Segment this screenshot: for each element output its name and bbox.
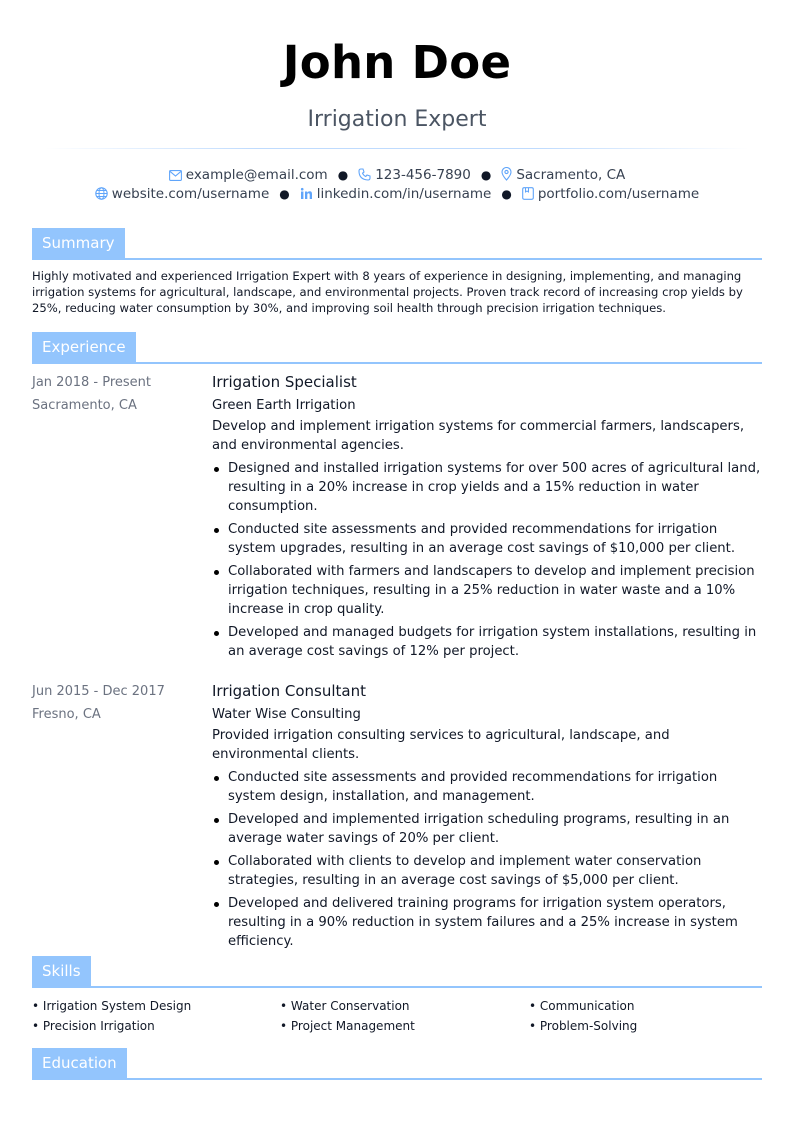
section-header-education: [32, 1048, 762, 1080]
skill-item: • Irrigation System Design: [32, 996, 191, 1016]
separator-dot: ●: [501, 187, 512, 201]
job-title: Irrigation Consultant: [212, 682, 366, 700]
achievement-item: Conducted site assessments and provided recommendations for irrigation system design, installation, and management.: [212, 768, 764, 806]
contact-email[interactable]: [169, 166, 328, 184]
experience-location: Sacramento, CA: [32, 398, 137, 413]
summary-text: Highly motivated and experienced Irrigation Expert with 8 years of experience in designing, implementing, and managing irrigation systems for agricultural, landscape, and environmental projects. Proven track record of increasing crop yields by 25%, reducing water consumption by 30%, and improving soil health through precision irrigation techniques.: [32, 269, 743, 315]
experience-body: [212, 371, 764, 665]
achievement-list: [212, 768, 764, 951]
job-title: Irrigation Specialist: [212, 373, 357, 391]
section-title: Experience: [32, 332, 136, 362]
phone-icon: [358, 168, 371, 181]
job-description: Develop and implement irrigation systems for commercial farmers, landscapers, and environmental agencies.: [212, 419, 745, 453]
location-pin-icon: [501, 167, 512, 181]
experience-meta: [32, 371, 202, 417]
separator-dot: ●: [480, 168, 492, 182]
section-title: Skills: [32, 956, 91, 986]
separator-dot: ●: [279, 187, 290, 201]
contact-phone[interactable]: [358, 166, 471, 184]
skill-item: • Project Management: [280, 1016, 415, 1036]
achievement-item: Developed and implemented irrigation scheduling programs, resulting in an average water savings of 20% per client.: [212, 810, 764, 848]
skill-item: • Problem-Solving: [529, 1016, 637, 1036]
section-header-skills: [32, 956, 762, 988]
achievement-item: Developed and managed budgets for irrigation system installations, resulting in an average cost savings of 12% per project.: [212, 623, 764, 661]
achievement-item: Designed and installed irrigation systems for over 500 acres of agricultural land, resulting in a 20% increase in crop yields and a 15% reduction in water consumption.: [212, 459, 764, 516]
contact-phone-text: 123-456-7890: [375, 167, 471, 183]
contact-website-text: website.com/username: [111, 186, 270, 202]
linkedin-icon: [300, 187, 313, 200]
contact-website[interactable]: [95, 185, 269, 203]
job-description: Provided irrigation consulting services to agricultural, landscape, and environmental clients.: [212, 728, 670, 762]
company-name: Green Earth Irrigation: [212, 398, 356, 413]
achievement-item: Conducted site assessments and provided recommendations for irrigation system upgrades, resulting in an average cost savings of $10,000 per client.: [212, 520, 764, 558]
contact-portfolio[interactable]: [522, 185, 699, 203]
experience-location: Fresno, CA: [32, 707, 101, 722]
separator-dot: ●: [337, 168, 349, 182]
achievement-item: Collaborated with farmers and landscapers to develop and implement precision irrigation techniques, resulting in a 25% reduction in water waste and a 10% increase in crop quality.: [212, 562, 764, 619]
achievement-list: [212, 459, 764, 661]
globe-icon: [95, 187, 108, 200]
section-header-experience: [32, 332, 762, 364]
contact-linkedin[interactable]: [300, 185, 492, 203]
contact-location: [501, 166, 625, 184]
candidate-name: John Doe: [282, 36, 512, 89]
experience-dates: Jan 2018 - Present: [32, 375, 151, 390]
achievement-item: Collaborated with clients to develop and implement water conservation strategies, resulting in an average cost savings of $5,000 per client.: [212, 852, 764, 890]
skill-item: • Communication: [529, 996, 635, 1016]
section-title: Summary: [32, 228, 125, 258]
portfolio-icon: [522, 187, 534, 200]
header-divider: [45, 148, 749, 149]
section-header-summary: [32, 228, 762, 260]
contact-row-primary: [0, 166, 794, 184]
email-icon: [169, 170, 182, 181]
experience-dates: Jun 2015 - Dec 2017: [32, 684, 165, 699]
contact-linkedin-text: linkedin.com/in/username: [316, 186, 492, 202]
candidate-title: Irrigation Expert: [307, 107, 487, 132]
experience-body: [212, 680, 764, 955]
skill-item: • Water Conservation: [280, 996, 410, 1016]
contact-email-text: example@email.com: [185, 167, 328, 183]
achievement-item: Developed and delivered training programs for irrigation system operators, resulting in a 90% reduction in system failures and a 25% increase in system efficiency.: [212, 894, 764, 951]
contact-portfolio-text: portfolio.com/username: [537, 186, 700, 202]
skill-item: • Precision Irrigation: [32, 1016, 155, 1036]
company-name: Water Wise Consulting: [212, 707, 361, 722]
contact-location-text: Sacramento, CA: [516, 167, 626, 183]
contact-row-secondary: [0, 185, 794, 203]
section-title: Education: [32, 1048, 127, 1078]
experience-meta: [32, 680, 202, 726]
